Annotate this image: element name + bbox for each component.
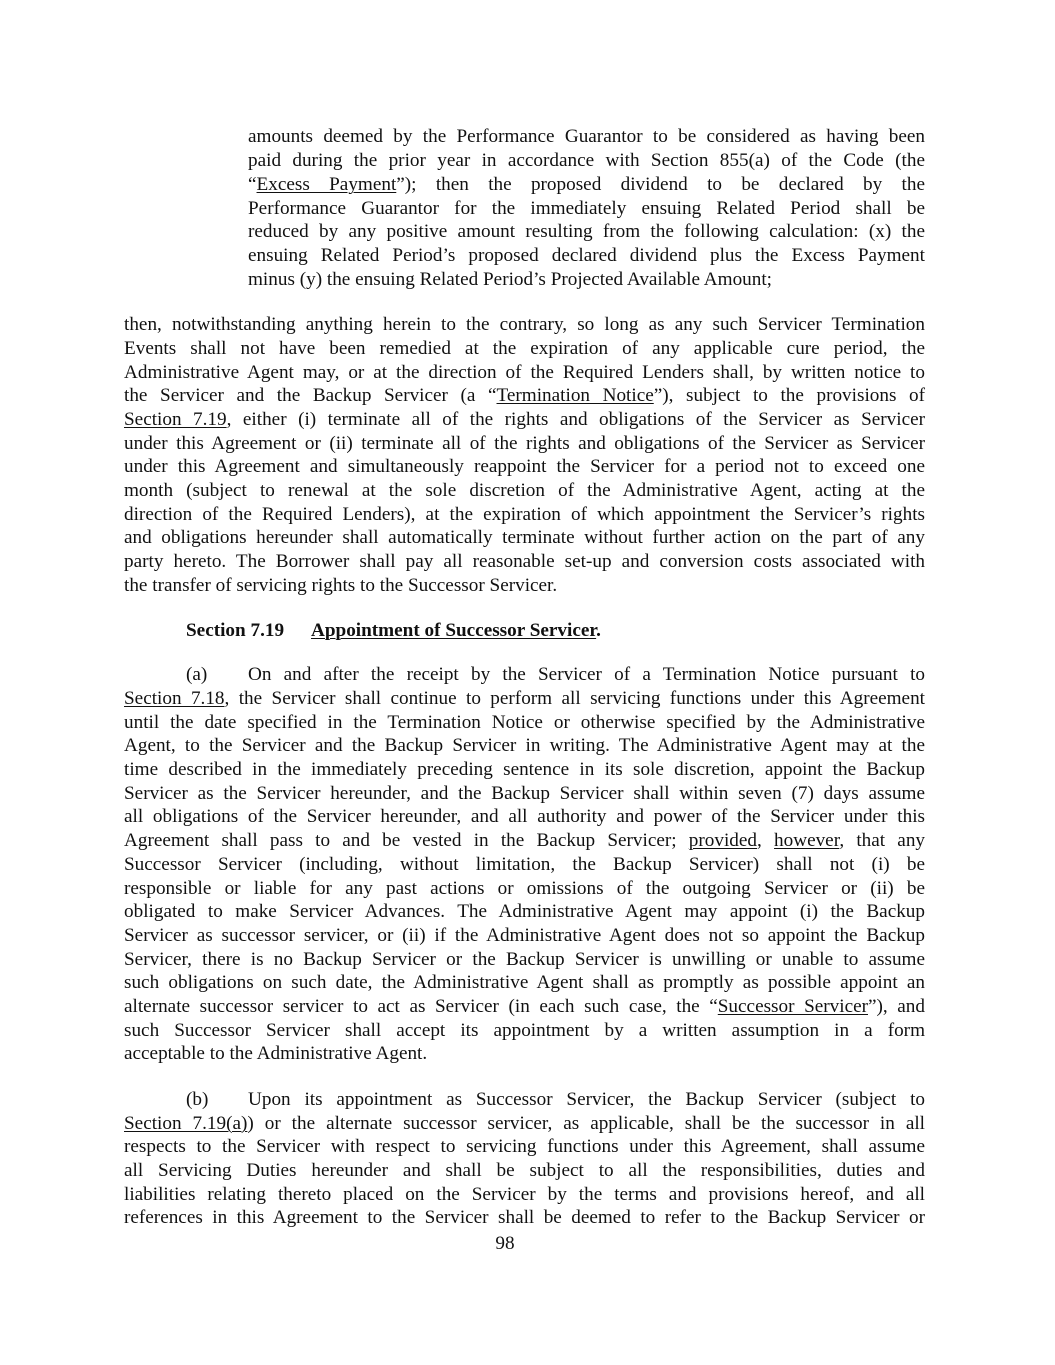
text-line: respects to the Servicer with respect to servicing functions under this Agreement, shall assume (124, 1136, 925, 1157)
text-line: Events shall not have been remedied at the expiration of any applicable cure period, the (124, 338, 925, 359)
text-line: Agent, to the Servicer and the Backup Servicer in writing. The Administrative Agent may at the (124, 735, 925, 756)
text-line: reduced by any positive amount resulting from the following calculation: (x) the (248, 221, 925, 242)
text-line: Agreement shall pass to and be vested in the Backup Servicer; provided, however, that any (124, 830, 926, 851)
paragraph-label: (a) (186, 664, 208, 685)
text-line: acceptable to the Administrative Agent. (124, 1043, 428, 1064)
cross-reference-section-7-19a[interactable]: Section 7.19(a) (124, 1113, 248, 1134)
text-line: Performance Guarantor for the immediately ensuing Related Period shall be (248, 198, 925, 219)
text-line: month (subject to renewal at the sole discretion of the Administrative Agent, acting at the (124, 480, 925, 501)
cross-reference-section-7-18[interactable]: Section 7.18 (124, 688, 225, 709)
defined-term-termination-notice: Termination Notice (496, 385, 654, 406)
term-provided: provided (688, 830, 758, 851)
text-line: Administrative Agent may, or at the direction of the Required Lenders shall, by written notice to (124, 362, 925, 383)
section-title: Appointment of Successor Servicer (311, 620, 597, 641)
text-line: such obligations on such date, the Administrative Agent shall as promptly as possible appoint an (124, 972, 925, 993)
text-line: ensuing Related Period’s proposed declared dividend plus the Excess Payment (248, 245, 925, 266)
text-line: paid during the prior year in accordance with Section 855(a) of the Code (the (248, 150, 925, 171)
text-line: the transfer of servicing rights to the Successor Servicer. (124, 575, 558, 596)
paragraph-label: (b) (186, 1089, 209, 1110)
text-line: (a) On and after the receipt by the Servicer of a Termination Notice pursuant to (186, 664, 925, 685)
text-line: all Servicing Duties hereunder and shall be subject to all the responsibilities, duties and (124, 1160, 925, 1181)
page-number: 98 (495, 1233, 515, 1254)
section-number: Section 7.19 (186, 620, 285, 641)
text-line: all obligations of the Servicer hereunder, and all authority and power of the Servicer under this (124, 806, 925, 827)
section-heading: Section 7.19 Appointment of Successor Servicer. (186, 620, 601, 641)
text-line: Servicer, there is no Backup Servicer or the Backup Servicer is unwilling or unable to assume (124, 949, 925, 970)
text-line: Servicer as successor servicer, or (ii) if the Administrative Agent does not so appoint the Backup (124, 925, 925, 946)
text-line: minus (y) the ensuing Related Period’s Projected Available Amount; (248, 269, 773, 290)
text-line: the Servicer and the Backup Servicer (a “Termination Notice”), subject to the provisions of (124, 385, 925, 406)
defined-term-excess-payment: Excess Payment (256, 174, 397, 195)
text-line: responsible or liable for any past actions or omissions of the outgoing Servicer or (ii) be (124, 878, 925, 899)
text-line: such Successor Servicer shall accept its appointment by a written assumption in a form (124, 1020, 925, 1041)
text-line: Section 7.19, either (i) terminate all of the rights and obligations of the Servicer as Servicer (124, 409, 925, 430)
text-line: liabilities relating thereto placed on the Servicer by the terms and provisions hereof, and all (124, 1184, 925, 1205)
text-line: Servicer as the Servicer hereunder, and the Backup Servicer shall within seven (7) days assume (124, 783, 925, 804)
text-line: Successor Servicer (including, without limitation, the Backup Servicer) shall not (i) be (124, 854, 925, 875)
text-line: obligated to make Servicer Advances. The Administrative Agent may appoint (i) the Backup (124, 901, 925, 922)
text-line: until the date specified in the Termination Notice or otherwise specified by the Administrative (124, 712, 925, 733)
cross-reference-section-7-19[interactable]: Section 7.19 (124, 409, 227, 430)
text-line: under this Agreement or (ii) terminate all of the rights and obligations of the Servicer as Servicer (124, 433, 925, 454)
text-line: (b) Upon its appointment as Successor Servicer, the Backup Servicer (subject to (186, 1089, 925, 1110)
text-line: direction of the Required Lenders), at the expiration of which appointment the Servicer’s rights (124, 504, 925, 525)
text-line: Section 7.19(a)) or the alternate successor servicer, as applicable, shall be the successor in all (124, 1113, 925, 1134)
text-line: and obligations hereunder shall automatically terminate without further action on the part of any (124, 527, 925, 548)
text-line: “Excess Payment”); then the proposed dividend to be declared by the (248, 174, 925, 195)
text-line: references in this Agreement to the Servicer shall be deemed to refer to the Backup Servicer or (124, 1207, 925, 1228)
term-however: however (774, 830, 840, 851)
text-line: party hereto. The Borrower shall pay all reasonable set-up and conversion costs associated with (124, 551, 925, 572)
text-line: Section 7.18, the Servicer shall continue to perform all servicing functions under this Agreement (124, 688, 925, 709)
text-line: under this Agreement and simultaneously reappoint the Servicer for a period not to exceed one (124, 456, 925, 477)
defined-term-successor-servicer: Successor Servicer (717, 996, 868, 1017)
text-line: amounts deemed by the Performance Guarantor to be considered as having been (248, 126, 925, 147)
text-line: time described in the immediately preceding sentence in its sole discretion, appoint the Backup (124, 759, 925, 780)
text-line: then, notwithstanding anything herein to the contrary, so long as any such Servicer Termination (124, 314, 925, 335)
text-line: alternate successor servicer to act as Servicer (in each such case, the “Successor Servicer”), and (124, 996, 925, 1017)
